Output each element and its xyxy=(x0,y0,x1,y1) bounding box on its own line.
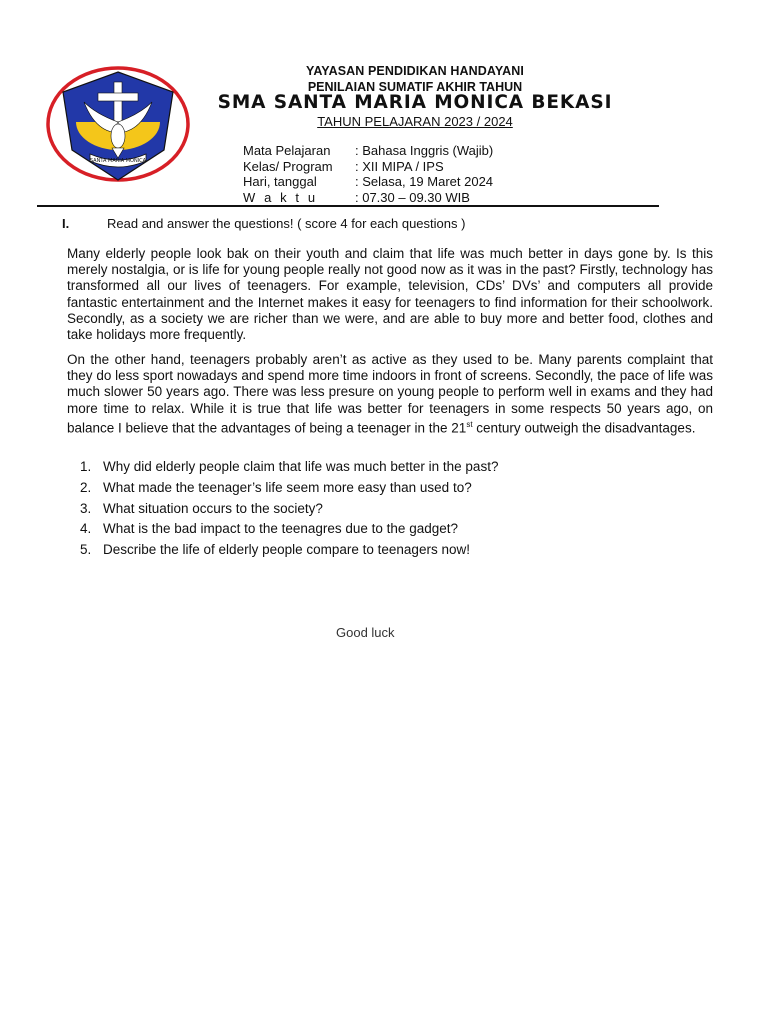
exam-info xyxy=(243,143,493,205)
closing-note: Good luck xyxy=(336,625,395,640)
question-number: 2. xyxy=(80,479,92,495)
header-divider xyxy=(37,205,659,207)
info-value: : Selasa, 19 Maret 2024 xyxy=(355,174,494,189)
exam-title: PENILAIAN SUMATIF AKHIR TAHUN xyxy=(307,80,523,94)
logo-banner-text: SANTA MARIA MONICA xyxy=(89,158,147,164)
question-item xyxy=(80,501,498,522)
section-instruction: Read and answer the questions! ( score 4 for each questions ) xyxy=(107,216,466,231)
exam-info-row xyxy=(243,190,493,206)
exam-info-row xyxy=(243,143,493,159)
exam-info-row xyxy=(243,174,493,190)
question-number: 5. xyxy=(80,542,92,558)
question-text: What situation occurs to the society? xyxy=(103,500,323,516)
question-text: Describe the life of elderly people compare to teenagers now! xyxy=(103,542,470,558)
passage-paragraph-2 xyxy=(67,352,713,437)
paragraph-2-end: century outweigh the disadvantages. xyxy=(472,420,696,436)
ordinal-suffix: st xyxy=(466,419,473,429)
foundation-name: YAYASAN PENDIDIKAN HANDAYANI xyxy=(306,64,524,78)
exam-info-row xyxy=(243,159,493,175)
info-label: Mata Pelajaran xyxy=(243,143,331,158)
question-number: 4. xyxy=(80,521,92,537)
question-text: What made the teenager’s life seem more easy than used to? xyxy=(103,479,472,495)
paragraph-2-text: On the other hand, teenagers probably aren’t as active as they used to be. Many parents complaint that they do less sport nowadays and spend more time indoors in front of screens. Secondly, the pace of life was much slower 50 years ago. There was less presure on young people to perform well in exams and they had more time to relax. While it is true that life was better for teenagers in some respects 50 years ago, on balance I believe that the advantages of being a teenager in the 21 xyxy=(67,352,713,436)
passage-paragraph-1: Many elderly people look bak on their youth and claim that life was much better in days gone by. Is this merely nostalgia, or is life for young people really not good now as it was in the past? Firstly, technology has transformed all our lives of teenagers. For example, television, CDs’ DVs’ and computers all provide fantastic entertainment and the Internet makes it easy for teenagers to find information for their schoolwork. Secondly, as a society we are richer than we were, and are able to buy more and better food, clothes and take holidays more frequently. xyxy=(67,246,713,343)
question-item xyxy=(80,459,498,480)
question-text: What is the bad impact to the teenagres due to the gadget? xyxy=(103,521,458,537)
info-label: Kelas/ Program xyxy=(243,158,333,174)
question-item xyxy=(80,480,498,501)
info-value: : Bahasa Inggris (Wajib) xyxy=(355,143,494,158)
question-item xyxy=(80,521,498,542)
info-label: Hari, tanggal xyxy=(243,174,317,189)
question-text: Why did elderly people claim that life was much better in the past? xyxy=(103,459,499,474)
question-number: 3. xyxy=(80,500,92,516)
question-number: 1. xyxy=(80,459,92,474)
info-value: : XII MIPA / IPS xyxy=(355,158,444,174)
section-numeral: I. xyxy=(62,216,70,231)
info-value: : 07.30 – 09.30 WIB xyxy=(355,189,470,205)
school-logo xyxy=(46,66,190,186)
question-item xyxy=(80,542,498,563)
academic-year: TAHUN PELAJARAN 2023 / 2024 xyxy=(317,114,513,129)
question-list xyxy=(80,459,498,563)
info-label: W a k t u xyxy=(243,189,318,205)
school-name: SMA SANTA MARIA MONICA BEKASI xyxy=(217,92,613,113)
